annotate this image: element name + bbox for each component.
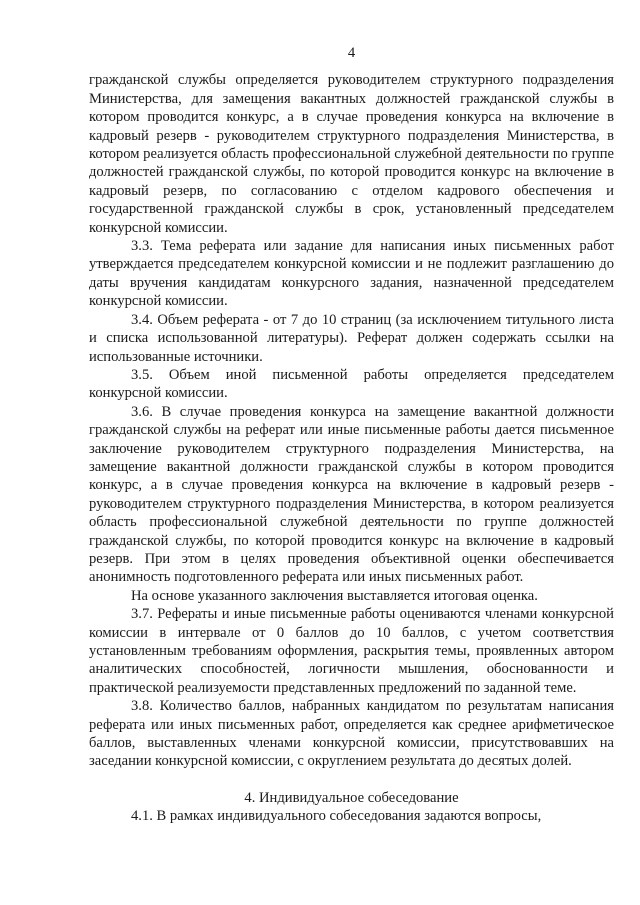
paragraph-3-5: 3.5. Объем иной письменной работы определяется председателем конкурсной комиссии. [89, 366, 614, 402]
paragraph-final-assessment: На основе указанного заключения выставляется итоговая оценка. [131, 587, 538, 604]
paragraph-3-8: 3.8. Количество баллов, набранных кандидатом по результатам написания реферата или иных письменных работ, определяется как среднее арифметическое баллов, выставленных членами конкурсной комиссии, присутствовавших на заседании конкурсной комиссии, с округлением результата до десятых долей. [89, 698, 614, 770]
paragraph-3-4: 3.4. Объем реферата - от 7 до 10 страниц (за исключением титульного листа и списка использованной литературы). Реферат должен содержать ссылки на использованные источники. [89, 311, 614, 365]
page-number: 4 [347, 45, 356, 61]
paragraph-3-7: 3.7. Рефераты и иные письменные работы оцениваются членами конкурсной комиссии в интервале от 0 баллов до 10 баллов, с учетом соответствия установленным требованиям оформления, раскрытия темы, проявленных автором аналитических способностей, логичности мышления, обоснованности и практической реализуемости представленных предложений по заданной теме. [89, 606, 614, 696]
paragraph-continuation: гражданской службы определяется руководителем структурного подразделения Министерства, для замещения вакантных должностей гражданской службы в котором проводится конкурс, а в случае проведения конкурса на включение в кадровый резерв - руководителем структурного подразделения Министерства, в котором реализуется область профессиональной служебной деятельности по группе должностей гражданской службы, по которой проводится конкурс на включение в кадровый резерв, по согласованию с отделом кадрового обеспечения и государственной гражданской службы в срок, установленный председателем конкурсной комиссии. [89, 72, 614, 236]
paragraph-3-3: 3.3. Тема реферата или задание для написания иных письменных работ утверждается председателем конкурсной комиссии и не подлежит разглашению до даты вручения кандидатам конкурсного задания, назначенной председателем конкурсной комиссии. [89, 238, 614, 310]
section-heading: 4. Индивидуальное собеседование [244, 789, 459, 806]
paragraph-3-6: 3.6. В случае проведения конкурса на замещение вакантной должности гражданской службы на реферат или иные письменные работы дается письменное заключение руководителем структурного подразделения Министерства, на замещение вакантной должности гражданской службы в котором проводится конкурс, а в случае проведения конкурса на включение в кадровый резерв - руководителем структурного подразделения Министерства, в котором реализуется область профессиональной служебной деятельности по группе должностей гражданской службы, по которой проводится конкурс на включение в кадровый резерв. При этом в целях проведения объективной оценки обеспечивается анонимность подготовленного реферата или иных письменных работ. [89, 403, 614, 586]
paragraph-4-1: 4.1. В рамках индивидуального собеседования задаются вопросы, [131, 808, 542, 825]
